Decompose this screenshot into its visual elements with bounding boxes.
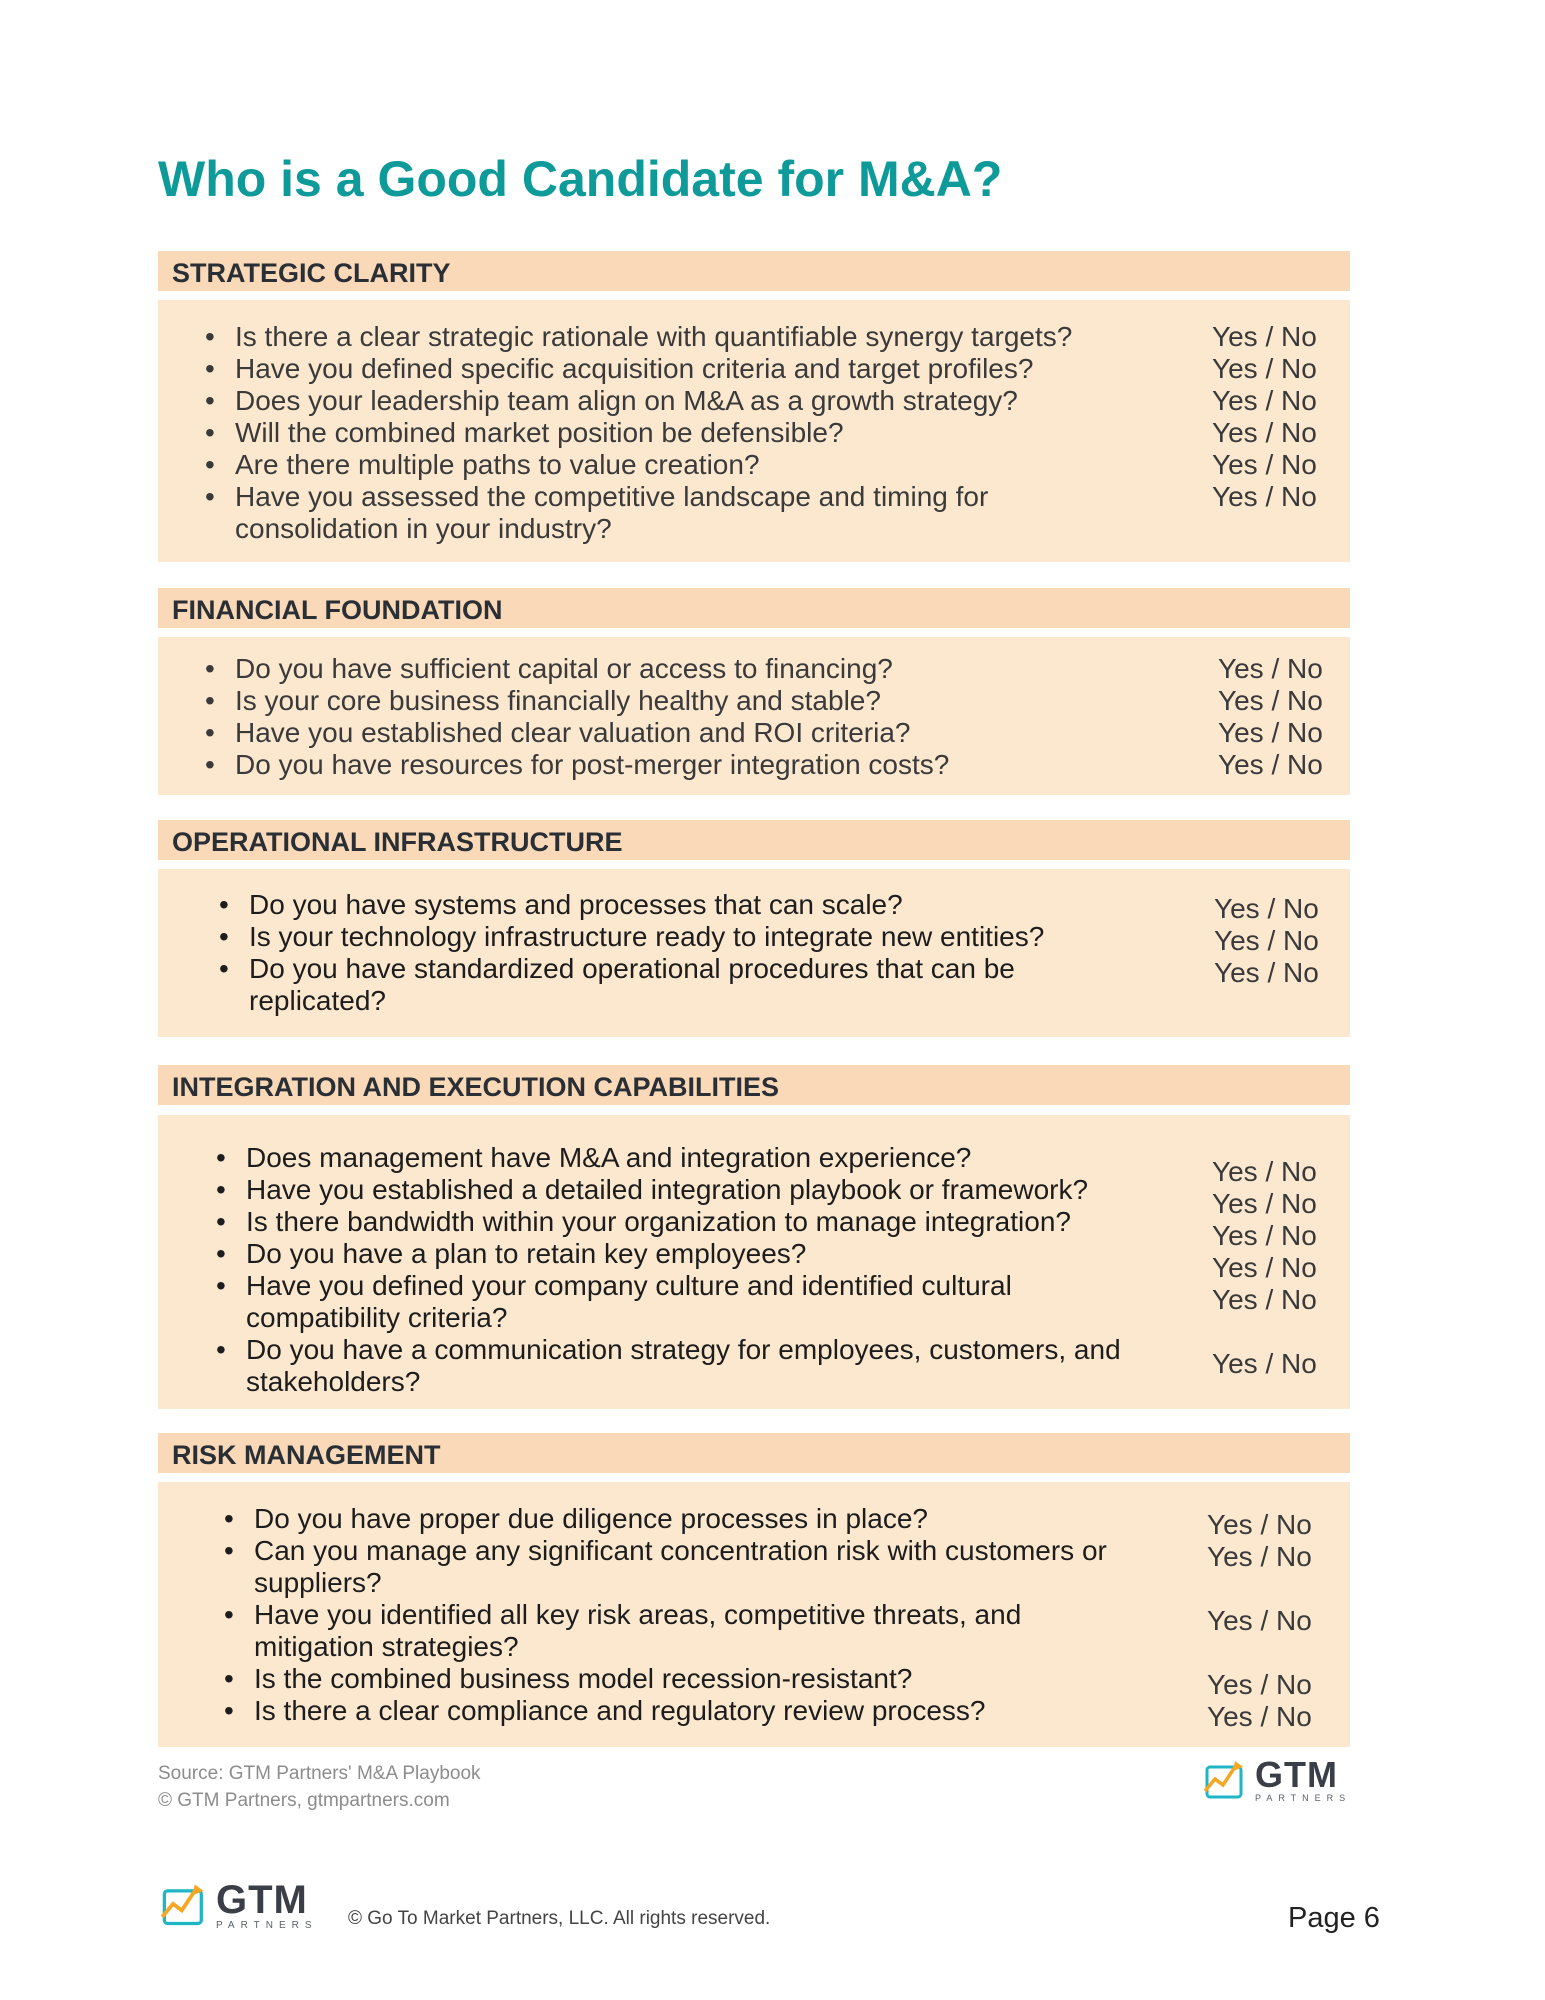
yes-no-answer[interactable]: Yes / No — [1207, 1509, 1312, 1540]
question-item: • Have you established a detailed integration playbook or framework? — [216, 1174, 1089, 1205]
yes-no-answer[interactable]: Yes / No — [1212, 417, 1317, 448]
yes-no-answer[interactable]: Yes / No — [1218, 653, 1323, 684]
question-item: • Is there a clear compliance and regulatory review process? — [224, 1695, 986, 1726]
logo-tagline: PARTNERS — [216, 1920, 318, 1931]
question-item: • Is there a clear strategic rationale with quantifiable synergy targets? — [205, 321, 1073, 352]
footer-logo — [160, 1880, 318, 1931]
question-item: • Is the combined business model recession-resistant? — [224, 1663, 913, 1694]
section-title: STRATEGIC CLARITY — [172, 258, 451, 288]
yes-no-answer[interactable]: Yes / No — [1212, 353, 1317, 384]
copyright-line: © GTM Partners, gtmpartners.com — [158, 1790, 450, 1811]
yes-no-answer[interactable]: Yes / No — [1207, 1605, 1312, 1636]
footer-copyright: © Go To Market Partners, LLC. All rights reserved. — [348, 1908, 771, 1929]
gtm-logo — [1203, 1754, 1352, 1803]
yes-no-answer[interactable]: Yes / No — [1218, 685, 1323, 716]
section-header-strategic-clarity — [158, 251, 1350, 291]
question-item: • Do you have proper due diligence processes in place? — [224, 1503, 928, 1534]
question-item: • Do you have a plan to retain key employees? — [216, 1238, 807, 1269]
question-item: • Do you have sufficient capital or access to financing? — [205, 653, 893, 684]
yes-no-answer[interactable]: Yes / No — [1207, 1669, 1312, 1700]
question-item: • Is your core business financially healthy and stable? — [205, 685, 881, 716]
question-item: • Can you manage any significant concentration risk with customers or suppliers? — [224, 1535, 1107, 1598]
question-item: • Will the combined market position be defensible? — [205, 417, 844, 448]
logo-mark-icon — [1203, 1757, 1249, 1803]
section-title: FINANCIAL FOUNDATION — [172, 595, 503, 625]
question-item: • Have you identified all key risk areas, competitive threats, and mitigation strategies? — [224, 1599, 1022, 1662]
yes-no-answer[interactable]: Yes / No — [1214, 925, 1319, 956]
section-title: INTEGRATION AND EXECUTION CAPABILITIES — [172, 1072, 780, 1102]
question-item: • Is there bandwidth within your organization to manage integration? — [216, 1206, 1071, 1237]
logo-name: GTM — [216, 1878, 308, 1922]
yes-no-answer[interactable]: Yes / No — [1212, 385, 1317, 416]
yes-no-answer[interactable]: Yes / No — [1212, 1284, 1317, 1315]
question-item: • Do you have standardized operational procedures that can be replicated? — [219, 953, 1015, 1016]
section-header-integration-execution — [158, 1065, 1350, 1105]
source-line: Source: GTM Partners' M&A Playbook — [158, 1763, 481, 1784]
logo-mark-icon — [160, 1880, 210, 1930]
question-item: • Have you established clear valuation and ROI criteria? — [205, 717, 911, 748]
yes-no-answer[interactable]: Yes / No — [1218, 749, 1323, 780]
question-item: • Does management have M&A and integration experience? — [216, 1142, 972, 1173]
section-title: RISK MANAGEMENT — [172, 1440, 441, 1470]
section-header-risk-management — [158, 1433, 1350, 1473]
section-title: OPERATIONAL INFRASTRUCTURE — [172, 827, 623, 857]
question-item: • Have you assessed the competitive landscape and timing for consolidation in your industry? — [205, 481, 989, 544]
yes-no-answer[interactable]: Yes / No — [1207, 1701, 1312, 1732]
question-item: • Does your leadership team align on M&A as a growth strategy? — [205, 385, 1018, 416]
page-number: Page 6 — [1288, 1902, 1380, 1934]
yes-no-answer[interactable]: Yes / No — [1212, 1348, 1317, 1379]
yes-no-answer[interactable]: Yes / No — [1214, 957, 1319, 988]
yes-no-answer[interactable]: Yes / No — [1212, 321, 1317, 352]
yes-no-answer[interactable]: Yes / No — [1212, 1252, 1317, 1283]
yes-no-answer[interactable]: Yes / No — [1214, 893, 1319, 924]
logo-tagline: PARTNERS — [1255, 1793, 1352, 1803]
source-note — [158, 1760, 481, 1814]
question-item: • Is your technology infrastructure ready to integrate new entities? — [219, 921, 1045, 952]
question-item: • Have you defined specific acquisition criteria and target profiles? — [205, 353, 1034, 384]
yes-no-answer[interactable]: Yes / No — [1212, 481, 1317, 512]
logo-name: GTM — [1255, 1754, 1338, 1795]
page-title: Who is a Good Candidate for M&A? — [158, 151, 1003, 207]
question-item: • Are there multiple paths to value creation? — [205, 449, 760, 480]
section-header-financial-foundation — [158, 588, 1350, 628]
yes-no-answer[interactable]: Yes / No — [1212, 1188, 1317, 1219]
section-header-operational-infrastructure — [158, 820, 1350, 860]
yes-no-answer[interactable]: Yes / No — [1212, 1220, 1317, 1251]
question-item: • Have you defined your company culture and identified cultural compatibility criteria? — [216, 1270, 1012, 1333]
question-item: • Do you have resources for post-merger integration costs? — [205, 749, 950, 780]
yes-no-answer[interactable]: Yes / No — [1212, 1156, 1317, 1187]
yes-no-answer[interactable]: Yes / No — [1212, 449, 1317, 480]
question-item: • Do you have a communication strategy for employees, customers, and stakeholders? — [216, 1334, 1121, 1397]
yes-no-answer[interactable]: Yes / No — [1218, 717, 1323, 748]
question-item: • Do you have systems and processes that can scale? — [219, 889, 903, 920]
yes-no-answer[interactable]: Yes / No — [1207, 1541, 1312, 1572]
